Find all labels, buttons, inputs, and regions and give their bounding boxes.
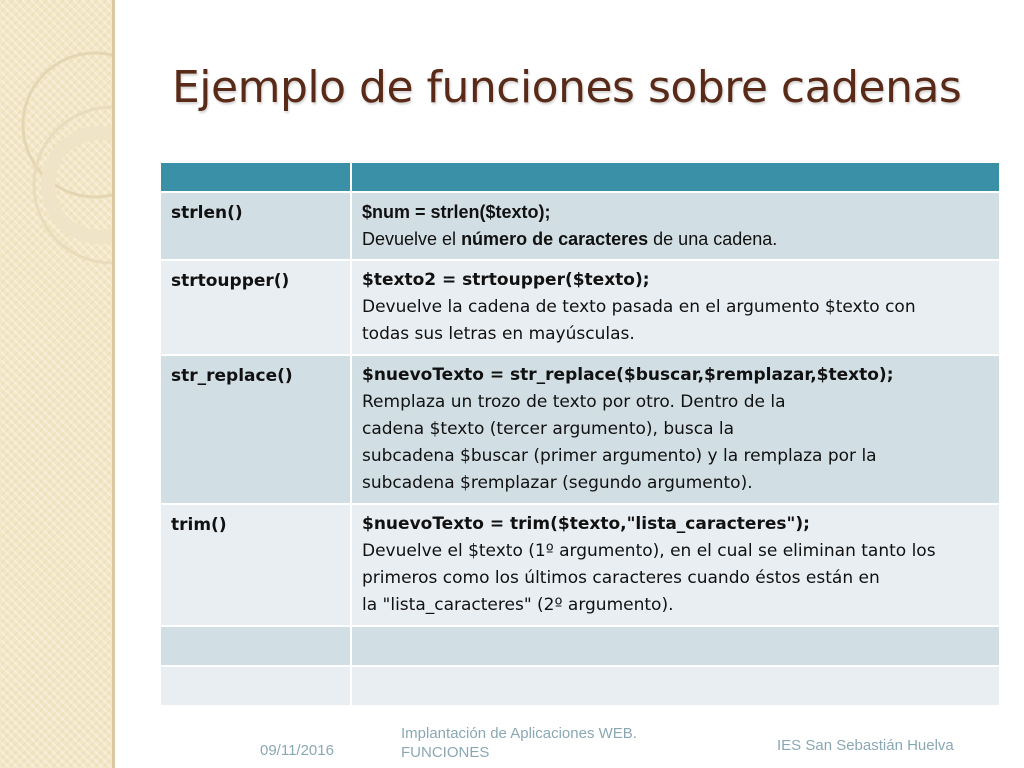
empty-cell <box>160 626 351 666</box>
function-description-cell <box>351 504 1000 626</box>
code-example: $nuevoTexto = str_replace($buscar,$remplazar,$texto); <box>362 365 894 385</box>
empty-table-row <box>160 666 1000 706</box>
table-header-row <box>160 162 1000 192</box>
side-divider-line <box>112 0 115 768</box>
empty-table-row <box>160 626 1000 666</box>
description-line: cadena $texto (tercer argumento), busca la <box>362 419 735 439</box>
decorative-side-strip <box>0 0 112 768</box>
code-example: $num = strlen($texto); <box>362 202 551 222</box>
description-line: todas sus letras en mayúsculas. <box>362 324 635 344</box>
description-bold-text: número de caracteres <box>461 229 649 249</box>
footer-school: IES San Sebastián Huelva <box>777 737 954 754</box>
description <box>362 226 989 253</box>
table-row-strtoupper <box>160 260 1000 355</box>
function-name: str_replace() <box>171 366 293 386</box>
description-text: de una cadena. <box>648 229 778 249</box>
footer-date: 09/11/2016 <box>260 742 334 759</box>
functions-table <box>159 161 1001 707</box>
function-description-cell <box>351 260 1000 355</box>
description-line: subcadena $buscar (primer argumento) y la remplaza por la <box>362 446 877 466</box>
header-cell-2 <box>351 162 1000 192</box>
description-line: subcadena $remplazar (segundo argumento). <box>362 473 753 493</box>
footer-course-line: FUNCIONES <box>401 744 490 761</box>
description-text: Devuelve el <box>362 229 462 249</box>
footer-course-line: Implantación de Aplicaciones WEB. <box>401 725 637 742</box>
function-name: strtoupper() <box>171 271 290 291</box>
description-line: Remplaza un trozo de texto por otro. Dentro de la <box>362 392 786 412</box>
table-row-str-replace <box>160 355 1000 504</box>
function-name-cell <box>160 355 351 504</box>
description-line: primeros como los últimos caracteres cuando éstos están en <box>362 568 880 588</box>
function-name: strlen() <box>171 203 243 223</box>
code-example: $texto2 = strtoupper($texto); <box>362 270 650 290</box>
table-row-trim <box>160 504 1000 626</box>
function-description-cell <box>351 355 1000 504</box>
footer-course <box>401 724 637 762</box>
code-example: $nuevoTexto = trim($texto,"lista_caracteres"); <box>362 514 810 534</box>
slide-title: Ejemplo de funciones sobre cadenas <box>172 62 962 113</box>
function-description-cell <box>351 192 1000 260</box>
table-row-strlen <box>160 192 1000 260</box>
empty-cell <box>351 626 1000 666</box>
description-line: Devuelve la cadena de texto pasada en el argumento $texto con <box>362 297 916 317</box>
function-name-cell <box>160 192 351 260</box>
empty-cell <box>351 666 1000 706</box>
function-name-cell <box>160 504 351 626</box>
header-cell-1 <box>160 162 351 192</box>
description-line: Devuelve el $texto (1º argumento), en el cual se eliminan tanto los <box>362 541 936 561</box>
empty-cell <box>160 666 351 706</box>
function-name: trim() <box>171 515 227 535</box>
description-line: la "lista_caracteres" (2º argumento). <box>362 595 674 615</box>
decorative-circles <box>0 0 112 768</box>
function-name-cell <box>160 260 351 355</box>
